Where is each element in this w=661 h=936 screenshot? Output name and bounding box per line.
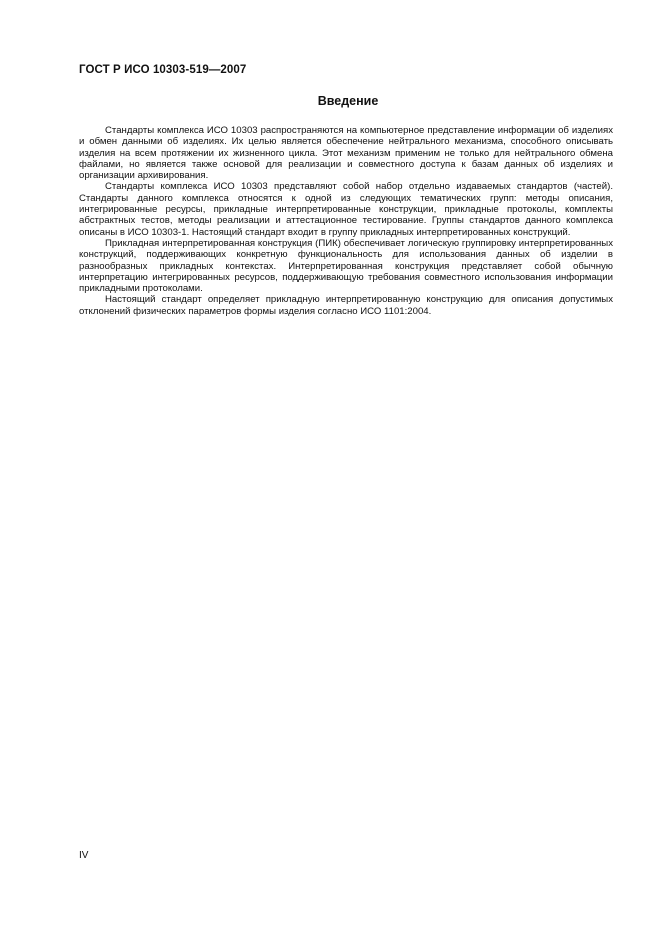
paragraph: Прикладная интерпретированная конструкция (ПИК) обеспечивает логическую группировку интерпретированных конструкций, поддерживающих конкретную функциональность для использования данных об изделии в разнообразных прикладных контекстах. Интерпретированная конструкция представляет собой обычную интерпретацию интегрированных ресурсов, поддерживающую требования совместного использования информации прикладными протоколами. <box>79 237 613 295</box>
document-body <box>79 125 613 317</box>
document-header: ГОСТ Р ИСО 10303-519—2007 <box>79 64 247 76</box>
paragraph: Настоящий стандарт определяет прикладную интерпретированную конструкцию для описания допустимых отклонений физических параметров формы изделия согласно ИСО 1101:2004. <box>79 294 613 317</box>
paragraph: Стандарты комплекса ИСО 10303 представляют собой набор отдельно издаваемых стандартов (частей). Стандарты данного комплекса относятся к одной из следующих тематических групп: методы описания, интегрированные ресурсы, прикладные интерпретированные конструкции, прикладные протоколы, комплекты абстрактных тестов, методы реализации и аттестационное тестирование. Группы стандартов данного комплекса описаны в ИСО 10303-1. Настоящий стандарт входит в группу прикладных интерпретированных конструкций. <box>79 181 613 238</box>
page-number: IV <box>79 850 89 861</box>
section-title: Введение <box>317 94 379 108</box>
paragraph: Стандарты комплекса ИСО 10303 распространяются на компьютерное представление информации об изделиях и обмен данными об изделиях. Их целью является обеспечение нейтрального механизма, способного описывать изделия на всем протяжении их жизненного цикла. Этот механизм применим не только для нейтрального обмена файлами, но является также основой для реализации и совместного доступа к базам данных об изделиях и организации архивирования. <box>79 125 613 182</box>
